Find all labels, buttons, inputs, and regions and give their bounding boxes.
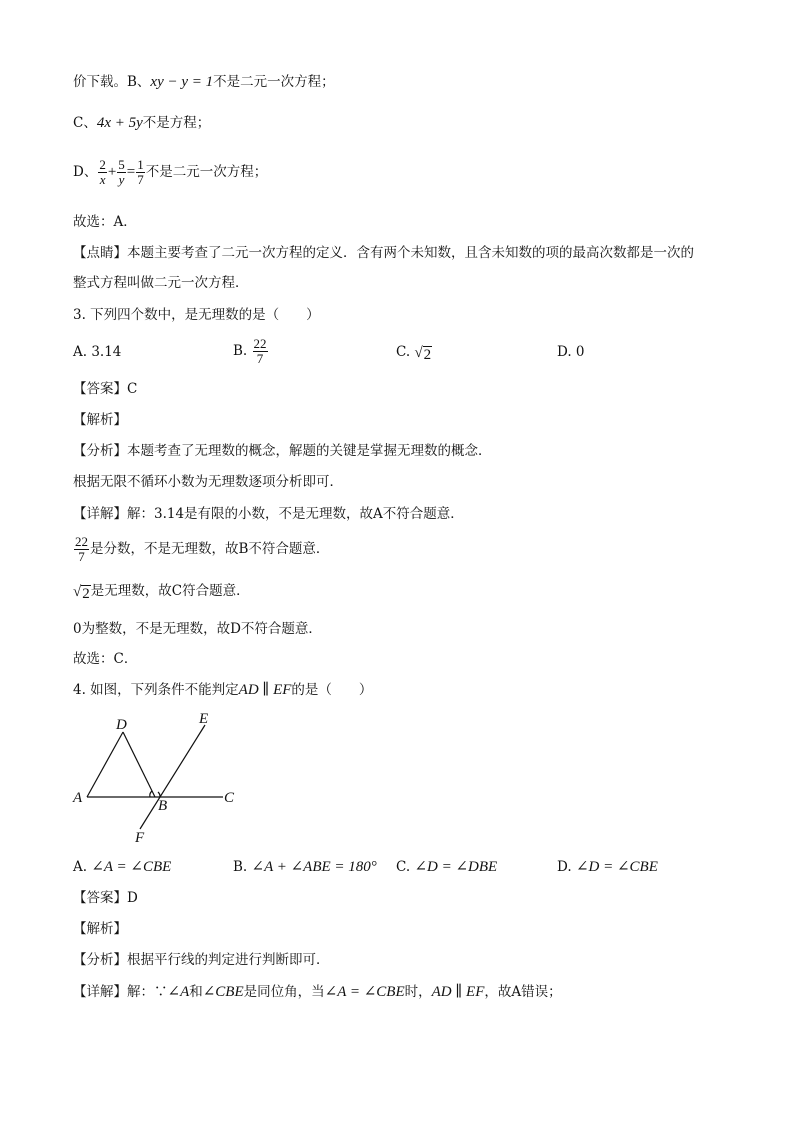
math: ∠A = ∠CBE bbox=[324, 984, 405, 1000]
q2-choice: 故选：A． bbox=[73, 214, 137, 230]
math: AD ∥ EF bbox=[431, 984, 485, 1000]
numerator: 5 bbox=[118, 157, 125, 172]
q3-detail-4: 0为整数，不是无理数，故D不符合题意． bbox=[73, 621, 322, 637]
text: C、 bbox=[73, 115, 97, 131]
label-e: E bbox=[199, 711, 209, 727]
text: 是同位角，当 bbox=[243, 984, 325, 1000]
segment-ad bbox=[87, 732, 123, 797]
operator: + bbox=[107, 164, 117, 180]
square-root bbox=[414, 343, 432, 363]
radicand: 2 bbox=[423, 346, 432, 363]
math: ∠A bbox=[167, 984, 190, 1000]
text: 不是二元一次方程； bbox=[145, 164, 268, 180]
q3-method: 根据无限不循环小数为无理数逐项分析即可． bbox=[73, 474, 343, 490]
text: D、 bbox=[73, 164, 98, 180]
q3-option-a: A. 3.14 bbox=[73, 344, 122, 360]
option-label: D. bbox=[557, 859, 572, 875]
q3-stem: 3. 下列四个数中，是无理数的是（ ） bbox=[73, 307, 320, 323]
denominator: 7 bbox=[256, 351, 264, 366]
option-label: A. bbox=[73, 859, 88, 875]
radicand: 2 bbox=[82, 585, 90, 602]
angle-arc bbox=[158, 792, 160, 797]
q3-option-d: D. 0 bbox=[557, 344, 585, 360]
text: 不是方程； bbox=[142, 115, 211, 131]
denominator: y bbox=[118, 172, 125, 187]
fraction bbox=[74, 535, 89, 564]
option-label: B. bbox=[233, 859, 248, 875]
q4-analysis: 【分析】根据平行线的判定进行判断即可． bbox=[73, 952, 330, 968]
fraction bbox=[117, 158, 126, 187]
numerator: 1 bbox=[137, 157, 144, 172]
q3-option-c bbox=[396, 342, 432, 363]
q3-detail-2 bbox=[73, 532, 329, 566]
option-label: B. bbox=[233, 343, 248, 359]
denominator: x bbox=[99, 172, 106, 187]
q4-answer: 【答案】D bbox=[73, 890, 138, 906]
numerator: 22 bbox=[253, 336, 267, 351]
text: 是无理数，故C符合题意． bbox=[90, 583, 250, 599]
q4-detail bbox=[73, 982, 562, 1002]
label-d: D bbox=[116, 717, 127, 733]
q3-analysis: 【分析】本题考查了无理数的概念，解题的关键是掌握无理数的概念． bbox=[73, 443, 492, 459]
q3-analysis-title: 【解析】 bbox=[73, 412, 127, 428]
label-a: A bbox=[73, 790, 83, 806]
equation: xy − y = 1 bbox=[150, 74, 214, 90]
q4-stem bbox=[73, 680, 372, 700]
label-f: F bbox=[135, 830, 145, 846]
q4-option-a bbox=[73, 857, 171, 877]
math: AD ∥ EF bbox=[238, 682, 292, 698]
radical-sign-icon: √ bbox=[414, 344, 423, 361]
segment-db bbox=[123, 732, 155, 797]
option-label: C. bbox=[396, 344, 411, 360]
text: 是分数，不是无理数，故B不符合题意． bbox=[90, 541, 330, 557]
operator: = bbox=[126, 164, 136, 180]
text: 的是（ ） bbox=[291, 682, 373, 698]
expression: 4x + 5y bbox=[96, 115, 143, 131]
text: 4. 如图，下列条件不能判定 bbox=[73, 682, 239, 698]
q3-option-b bbox=[233, 334, 269, 368]
fraction bbox=[253, 337, 268, 366]
fraction bbox=[98, 158, 107, 187]
q4-option-c bbox=[396, 857, 497, 877]
q2-option-b-explanation bbox=[73, 72, 335, 92]
q2-option-d-explanation bbox=[73, 156, 267, 188]
math: ∠D = ∠CBE bbox=[575, 859, 658, 875]
q4-option-d bbox=[557, 857, 658, 877]
angle-arc bbox=[150, 791, 152, 797]
q3-detail-3 bbox=[73, 581, 250, 602]
text: 不是二元一次方程； bbox=[213, 74, 335, 90]
numerator: 22 bbox=[75, 534, 88, 549]
q4-figure bbox=[68, 708, 248, 848]
math: ∠A = ∠CBE bbox=[91, 859, 172, 875]
text: 价下载。B、 bbox=[73, 74, 151, 90]
denominator: 7 bbox=[137, 172, 144, 187]
q2-option-c-explanation bbox=[73, 113, 210, 133]
q2-remark-line-1: 【点睛】本题主要考查了二元一次方程的定义．含有两个未知数，且含未知数的项的最高次数都是一次的 bbox=[73, 245, 694, 261]
q2-remark-line-2: 整式方程叫做二元一次方程． bbox=[73, 275, 249, 291]
label-c: C bbox=[224, 790, 235, 806]
option-label: C. bbox=[396, 859, 411, 875]
radical-sign-icon: √ bbox=[73, 583, 82, 600]
fraction bbox=[136, 158, 145, 187]
q3-answer: 【答案】C bbox=[73, 381, 138, 397]
q3-detail-1: 【详解】解：3.14是有限的小数，不是无理数，故A不符合题意． bbox=[73, 506, 464, 522]
text: 和 bbox=[189, 984, 203, 1000]
line-ef bbox=[140, 725, 205, 829]
square-root bbox=[73, 582, 91, 602]
label-b: B bbox=[158, 798, 168, 814]
q4-analysis-title: 【解析】 bbox=[73, 921, 127, 937]
text: ，故A错误； bbox=[484, 984, 562, 1000]
numerator: 2 bbox=[99, 157, 106, 172]
math: ∠D = ∠DBE bbox=[414, 859, 498, 875]
math: ∠CBE bbox=[202, 984, 244, 1000]
text: 【详解】解：∵ bbox=[73, 984, 168, 1000]
q4-option-b bbox=[233, 857, 377, 877]
q3-choice: 故选：C． bbox=[73, 651, 138, 667]
math: ∠A + ∠ABE = 180° bbox=[251, 859, 377, 875]
text: 时， bbox=[404, 984, 432, 1000]
denominator: 7 bbox=[78, 549, 85, 564]
